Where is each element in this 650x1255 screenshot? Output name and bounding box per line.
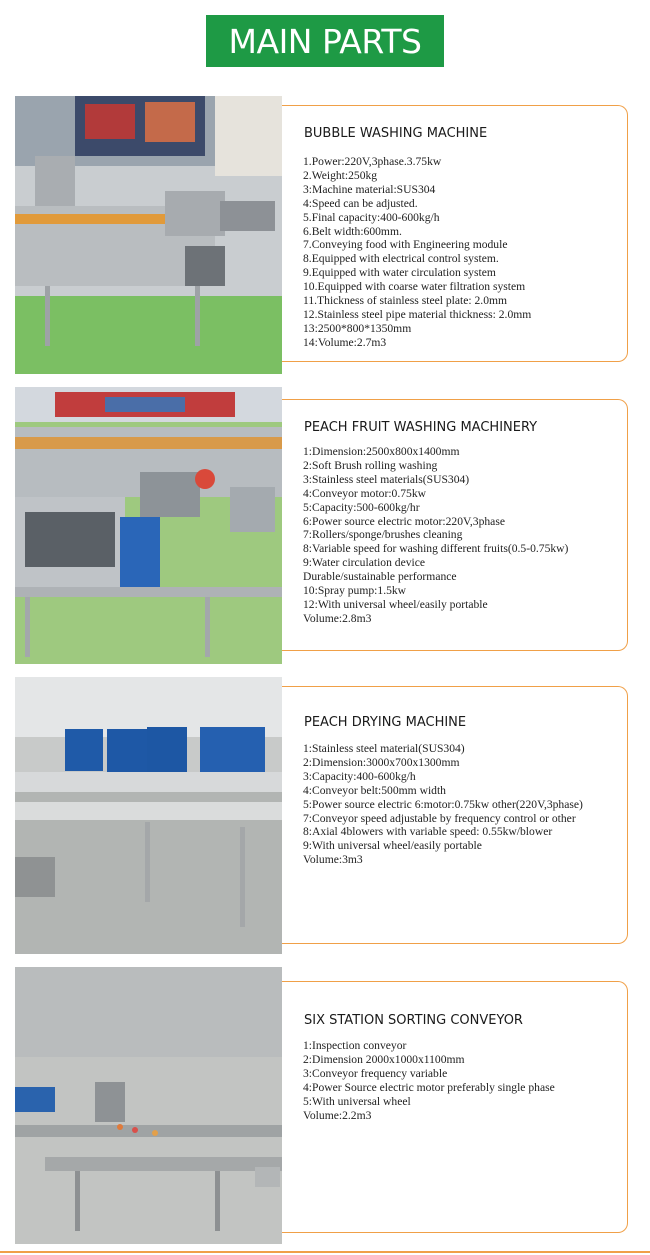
bubble-washing-machine-card bbox=[282, 105, 628, 362]
spec-item: 5.Final capacity:400-600kg/h bbox=[303, 210, 440, 224]
section-title: PEACH DRYING MACHINE bbox=[304, 715, 467, 730]
spec-item: 9:With universal wheel/easily portable bbox=[303, 839, 482, 853]
bottom-divider bbox=[0, 1251, 650, 1253]
spec-list bbox=[303, 445, 568, 626]
spec-item: 9:Water circulation device bbox=[303, 556, 426, 570]
spec-item: 6.Belt width:600mm. bbox=[303, 224, 402, 238]
six-station-sorting-conveyor-card bbox=[282, 981, 628, 1233]
spec-item: 6:Power source electric motor:220V,3phase bbox=[303, 514, 505, 528]
spec-item: 4:Speed can be adjusted. bbox=[303, 196, 418, 210]
six-station-sorting-conveyor-photo bbox=[15, 967, 282, 1244]
spec-item: Volume:3m3 bbox=[303, 853, 363, 867]
spec-item: 3:Capacity:400-600kg/h bbox=[303, 769, 416, 783]
spec-item: 5:With universal wheel bbox=[303, 1094, 411, 1108]
main-parts-title bbox=[206, 15, 444, 67]
spec-item: 3:Stainless steel materials(SUS304) bbox=[303, 472, 470, 486]
spec-item: 4:Conveyor motor:0.75kw bbox=[303, 486, 427, 500]
peach-fruit-washing-machinery-photo bbox=[15, 387, 282, 664]
spec-item: 8.Equipped with electrical control system. bbox=[303, 252, 499, 266]
spec-item: Volume:2.2m3 bbox=[303, 1108, 372, 1122]
spec-item: 7:Rollers/sponge/brushes cleaning bbox=[303, 528, 463, 542]
spec-item: 1:Inspection conveyor bbox=[303, 1039, 407, 1052]
spec-item: 10:Spray pump:1.5kw bbox=[303, 584, 407, 598]
section-title: PEACH FRUIT WASHING MACHINERY bbox=[304, 420, 538, 435]
spec-item: 12:With universal wheel/easily portable bbox=[303, 597, 488, 611]
spec-item: 2.Weight:250kg bbox=[303, 168, 378, 182]
spec-list bbox=[303, 1039, 555, 1122]
spec-item: 13:2500*800*1350mm bbox=[303, 321, 412, 335]
spec-item: 3:Conveyor frequency variable bbox=[303, 1066, 448, 1080]
spec-item: 14:Volume:2.7m3 bbox=[303, 335, 387, 349]
spec-item: 1.Power:220V,3phase.3.75kw bbox=[303, 155, 442, 168]
spec-item: 1:Stainless steel material(SUS304) bbox=[303, 742, 465, 755]
main-parts-title-text: MAIN PARTS bbox=[228, 21, 422, 61]
spec-item: 4:Power Source electric motor preferably single phase bbox=[303, 1080, 555, 1094]
spec-item: 1:Dimension:2500x800x1400mm bbox=[303, 445, 460, 458]
spec-item: 5:Capacity:500-600kg/hr bbox=[303, 500, 420, 514]
spec-list bbox=[303, 742, 583, 867]
spec-item: Volume:2.8m3 bbox=[303, 611, 372, 625]
spec-item: 12.Stainless steel pipe material thickness: 2.0mm bbox=[303, 307, 532, 321]
section-title: BUBBLE WASHING MACHINE bbox=[304, 126, 488, 141]
spec-item: 8:Variable speed for washing different fruits(0.5-0.75kw) bbox=[303, 542, 569, 556]
spec-item: 3:Machine material:SUS304 bbox=[303, 182, 436, 196]
spec-item: 4:Conveyor belt:500mm width bbox=[303, 783, 446, 797]
spec-item: 2:Dimension:3000x700x1300mm bbox=[303, 755, 460, 769]
spec-list bbox=[303, 155, 531, 350]
spec-item: 2:Soft Brush rolling washing bbox=[303, 458, 438, 472]
spec-item: 9.Equipped with water circulation system bbox=[303, 266, 496, 280]
spec-item: 10.Equipped with coarse water filtration system bbox=[303, 280, 526, 294]
spec-item: 8:Axial 4blowers with variable speed: 0.55kw/blower bbox=[303, 825, 553, 839]
spec-item: 11.Thickness of stainless steel plate: 2.0mm bbox=[303, 294, 508, 308]
spec-item: Durable/sustainable performance bbox=[303, 570, 457, 584]
spec-item: 7.Conveying food with Engineering module bbox=[303, 238, 508, 252]
spec-item: 5:Power source electric 6:motor:0.75kw other(220V,3phase) bbox=[303, 797, 583, 811]
peach-drying-machine-photo bbox=[15, 677, 282, 954]
peach-drying-machine-card bbox=[282, 686, 628, 944]
bubble-washing-machine-photo bbox=[15, 96, 282, 374]
peach-fruit-washing-machinery-card bbox=[282, 399, 628, 651]
spec-item: 2:Dimension 2000x1000x1100mm bbox=[303, 1052, 465, 1066]
spec-item: 7:Conveyor speed adjustable by frequency control or other bbox=[303, 811, 576, 825]
section-title: SIX STATION SORTING CONVEYOR bbox=[304, 1013, 523, 1028]
